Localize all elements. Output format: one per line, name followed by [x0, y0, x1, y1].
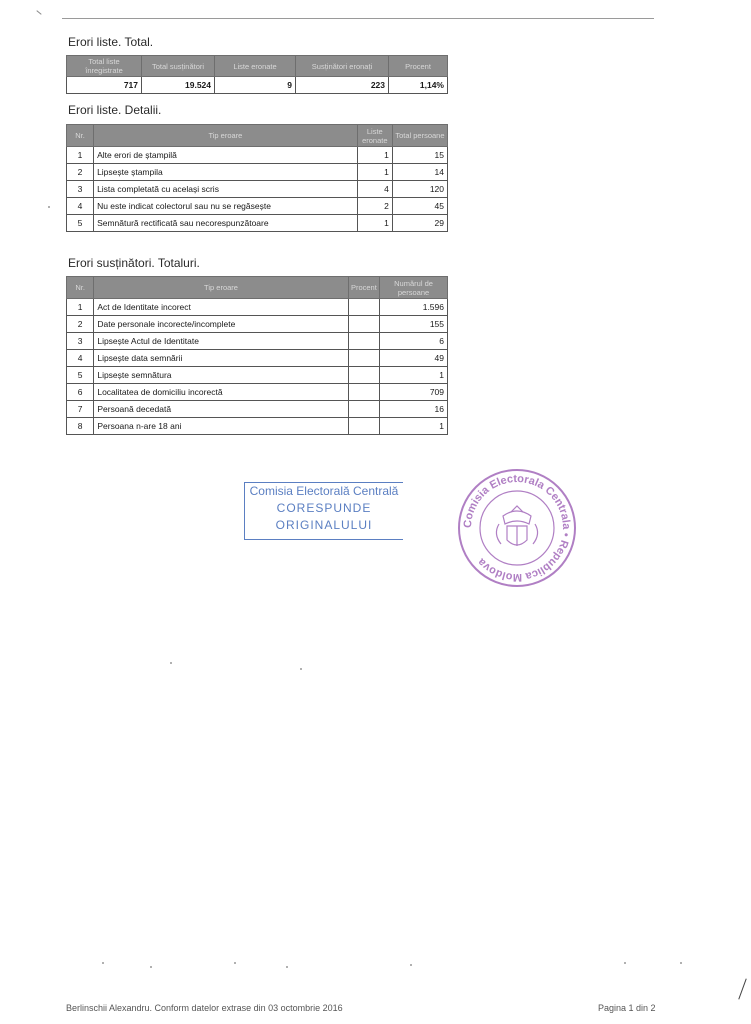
- row-number: 4: [67, 350, 94, 367]
- table-row: [67, 418, 448, 435]
- persons-count: 6: [380, 333, 448, 350]
- supporters-header: Nr.: [67, 277, 94, 299]
- stamp-line: Comisia Electorală Centrală: [249, 484, 399, 498]
- scan-dust: [410, 964, 412, 966]
- scan-dust: [48, 206, 50, 208]
- details-heading: Erori liste. Detalii.: [68, 103, 162, 117]
- percent-cell: [348, 333, 379, 350]
- scan-dust: [150, 966, 152, 968]
- persons-count: 155: [380, 316, 448, 333]
- scan-dust: [170, 662, 172, 664]
- table-row: [67, 147, 448, 164]
- error-type: Semnătură rectificată sau necorespunzătoare: [94, 215, 358, 232]
- error-type: Alte erori de ștampilă: [94, 147, 358, 164]
- persons-count: 14: [392, 164, 447, 181]
- table-row: [67, 401, 448, 418]
- table-row: [67, 181, 448, 198]
- row-number: 3: [67, 333, 94, 350]
- error-type: Persoană decedată: [94, 401, 348, 418]
- totals-value: 223: [296, 77, 389, 94]
- table-row: [67, 333, 448, 350]
- table-row: [67, 164, 448, 181]
- footer-page-number: Pagina 1 din 2: [598, 1003, 656, 1013]
- official-seal: [455, 466, 579, 590]
- percent-cell: [348, 418, 379, 435]
- percent-cell: [348, 367, 379, 384]
- persons-count: 16: [380, 401, 448, 418]
- persons-count: 1.596: [380, 299, 448, 316]
- row-number: 8: [67, 418, 94, 435]
- table-row: [67, 198, 448, 215]
- scan-dust: [286, 966, 288, 968]
- scan-dust: [102, 962, 104, 964]
- error-type: Act de Identitate incorect: [94, 299, 348, 316]
- supporters-table: [66, 276, 448, 435]
- table-row: [67, 367, 448, 384]
- table-row: [67, 384, 448, 401]
- row-number: 5: [67, 215, 94, 232]
- details-header: Tip eroare: [94, 125, 358, 147]
- certification-stamp: [244, 482, 403, 540]
- totals-header: Liste eronate: [215, 56, 296, 77]
- percent-cell: [348, 350, 379, 367]
- stamp-line: CORESPUNDE: [276, 501, 372, 515]
- details-header: Total persoane: [392, 125, 447, 147]
- error-type: Lipsește semnătura: [94, 367, 348, 384]
- row-number: 4: [67, 198, 94, 215]
- table-row: [67, 316, 448, 333]
- totals-header: Procent: [389, 56, 448, 77]
- totals-value: 1,14%: [389, 77, 448, 94]
- row-number: 3: [67, 181, 94, 198]
- scan-edge-mark: [738, 978, 746, 999]
- lists-count: 4: [357, 181, 392, 198]
- row-number: 7: [67, 401, 94, 418]
- scan-dust: [234, 962, 236, 964]
- supporters-heading: Erori susținători. Totaluri.: [68, 256, 200, 270]
- lists-count: 1: [357, 147, 392, 164]
- percent-cell: [348, 401, 379, 418]
- lists-count: 1: [357, 215, 392, 232]
- footer-author: Berlinschii Alexandru. Conform datelor extrase din 03 octombrie 2016: [66, 1003, 343, 1013]
- totals-value: 9: [215, 77, 296, 94]
- totals-value: 19.524: [142, 77, 215, 94]
- supporters-header: Numărul de persoane: [380, 277, 448, 299]
- totals-heading: Erori liste. Total.: [68, 35, 154, 49]
- persons-count: 120: [392, 181, 447, 198]
- top-rule: [62, 18, 654, 19]
- error-type: Date personale incorecte/incomplete: [94, 316, 348, 333]
- details-table: [66, 124, 448, 232]
- scan-dust: [300, 668, 302, 670]
- details-header: Nr.: [67, 125, 94, 147]
- error-type: Lipsește ștampila: [94, 164, 358, 181]
- lists-count: 2: [357, 198, 392, 215]
- error-type: Lipsește Actul de Identitate: [94, 333, 348, 350]
- scan-dust: [624, 962, 626, 964]
- persons-count: 1: [380, 418, 448, 435]
- error-type: Lista completată cu același scris: [94, 181, 358, 198]
- row-number: 6: [67, 384, 94, 401]
- row-number: 2: [67, 316, 94, 333]
- table-row: [67, 215, 448, 232]
- totals-header: Total liste înregistrate: [67, 56, 142, 77]
- scan-dust: [680, 962, 682, 964]
- totals-header: Susținători eronați: [296, 56, 389, 77]
- lists-count: 1: [357, 164, 392, 181]
- stamp-line: ORIGINALULUI: [275, 518, 373, 532]
- seal-text: Comisia Electorala Centrala • Republica Moldova: [461, 472, 573, 584]
- persons-count: 49: [380, 350, 448, 367]
- table-row: [67, 350, 448, 367]
- supporters-header: Procent: [348, 277, 379, 299]
- details-header: Liste eronate: [357, 125, 392, 147]
- totals-value: 717: [67, 77, 142, 94]
- supporters-header: Tip eroare: [94, 277, 348, 299]
- persons-count: 15: [392, 147, 447, 164]
- row-number: 1: [67, 147, 94, 164]
- error-type: Lipsește data semnării: [94, 350, 348, 367]
- table-row: [67, 299, 448, 316]
- persons-count: 45: [392, 198, 447, 215]
- percent-cell: [348, 384, 379, 401]
- percent-cell: [348, 299, 379, 316]
- row-number: 5: [67, 367, 94, 384]
- error-type: Persoana n-are 18 ani: [94, 418, 348, 435]
- row-number: 1: [67, 299, 94, 316]
- coat-of-arms-icon: [496, 506, 537, 546]
- totals-header: Total susținători: [142, 56, 215, 77]
- error-type: Nu este indicat colectorul sau nu se regăsește: [94, 198, 358, 215]
- scan-mark: [36, 10, 41, 15]
- totals-table: [66, 55, 448, 94]
- persons-count: 29: [392, 215, 447, 232]
- row-number: 2: [67, 164, 94, 181]
- persons-count: 1: [380, 367, 448, 384]
- error-type: Localitatea de domiciliu incorectă: [94, 384, 348, 401]
- percent-cell: [348, 316, 379, 333]
- persons-count: 709: [380, 384, 448, 401]
